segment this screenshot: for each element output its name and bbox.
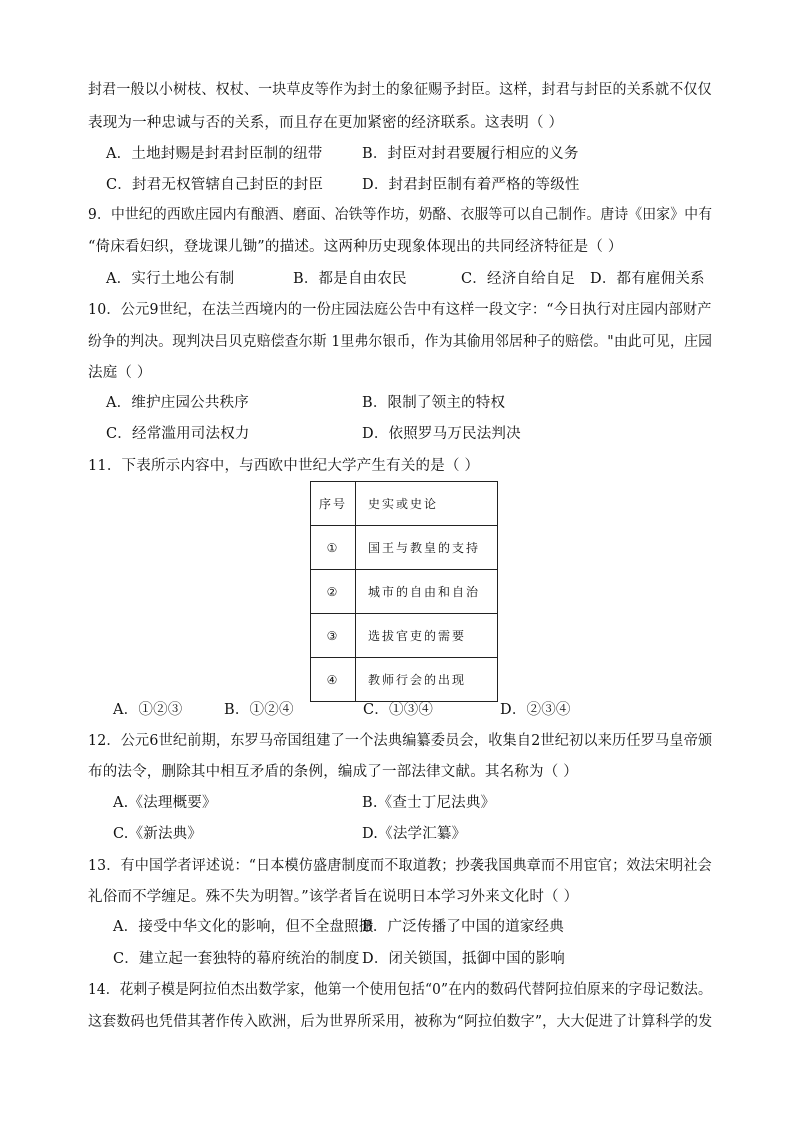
table-row — [311, 614, 498, 658]
q8-option-a: A．土地封赐是封君封臣制的纽带 — [106, 146, 323, 162]
table-row-content: 选拔官吏的需要 — [356, 614, 498, 658]
table-row — [311, 526, 498, 570]
q10-option-d: D．依照罗马万民法判决 — [362, 426, 521, 442]
q10-stem-line-3: 法庭（ ） — [88, 365, 152, 381]
q9-stem-line-1: 9．中世纪的西欧庄园内有酿酒、磨面、冶铁等作坊，奶酪、衣服等可以自己制作。唐诗《田家》中有 — [88, 207, 713, 223]
q13-option-d: D．闭关锁国，抵御中国的影响 — [362, 951, 565, 967]
q12-stem-line-2: 布的法令，删除其中相互矛盾的条例，编成了一部法律文献。其名称为（ ） — [88, 764, 578, 780]
table-row — [311, 658, 498, 702]
table-row-num: ③ — [311, 614, 356, 658]
q12-option-c: C.《新法典》 — [113, 826, 203, 842]
q11-option-d: D．②③④ — [500, 702, 571, 718]
q9-option-c: C．经济自给自足 — [461, 271, 576, 287]
q8-option-c: C．封君无权管辖自己封臣的封臣 — [106, 177, 324, 193]
q8-option-b: B．封臣对封君要履行相应的义务 — [362, 146, 579, 162]
table-header-row — [311, 482, 498, 526]
q13-option-a: A．接受中华文化的影响，但不全盘照搬 — [113, 919, 374, 935]
q10-stem-line-1: 10．公元9世纪，在法兰西境内的一份庄园法庭公告中有这样一段文字：“今日执行对庄园内部财产 — [88, 302, 712, 318]
q13-option-c: C．建立起一套独特的幕府统治的制度 — [113, 951, 360, 967]
table-row-num: ② — [311, 570, 356, 614]
q8-option-d: D．封君封臣制有着严格的等级性 — [362, 177, 580, 193]
table-row-content: 教师行会的出现 — [356, 658, 498, 702]
q8-stem-line-2: 表现为一种忠诚与否的关系，而且存在更加紧密的经济联系。这表明（ ） — [88, 115, 564, 131]
q14-stem-line-2: 这套数码也凭借其著作传入欧洲，后为世界所采用，被称为“阿拉伯数字”，大大促进了计算科学的发 — [88, 1014, 713, 1030]
table-row-content: 城市的自由和自治 — [356, 570, 498, 614]
q10-option-c: C．经常滥用司法权力 — [106, 426, 250, 442]
q9-stem-line-2: “倚床看妇织，登垅课儿锄”的描述。这两种历史现象体现出的共同经济特征是（ ） — [88, 239, 623, 255]
q10-option-a: A．维护庄园公共秩序 — [106, 395, 249, 411]
q10-stem-line-2: 纷争的判决。现判决吕贝克赔偿查尔斯 1里弗尔银币，作为其偷用邻居种子的赔偿。"由此可见，庄园 — [88, 334, 713, 350]
q9-option-d: D．都有雇佣关系 — [590, 271, 705, 287]
q9-option-a: A．实行土地公有制 — [106, 271, 235, 287]
table-row — [311, 570, 498, 614]
q12-option-d: D.《法学汇纂》 — [362, 826, 467, 842]
q8-stem-line-1: 封君一般以小树枝、权杖、一块草皮等作为封土的象征赐予封臣。这样，封君与封臣的关系就不仅仅 — [88, 82, 712, 98]
table-row-num: ① — [311, 526, 356, 570]
table-row-num: ④ — [311, 658, 356, 702]
q12-stem-line-1: 12．公元6世纪前期，东罗马帝国组建了一个法典编纂委员会，收集自2世纪初以来历任罗马皇帝颁 — [88, 733, 713, 749]
q9-option-b: B．都是自由农民 — [293, 271, 407, 287]
q13-stem-line-1: 13．有中国学者评述说：“日本模仿盛唐制度而不取道教；抄袭我国典章而不用宦官；效法宋明社会 — [88, 858, 712, 874]
q13-stem-line-2: 礼俗而不学缠足。殊不失为明智。”该学者旨在说明日本学习外来文化时（ ） — [88, 889, 579, 905]
q11-stem: 11．下表所示内容中，与西欧中世纪大学产生有关的是（ ） — [88, 458, 480, 474]
q14-stem-line-1: 14．花剌子模是阿拉伯杰出数学家，他第一个使用包括“0”在内的数码代替阿拉伯原来的字母记数法。 — [88, 982, 712, 998]
q10-option-b: B．限制了领主的特权 — [362, 395, 506, 411]
q11-option-b: B．①②④ — [224, 702, 294, 718]
q12-option-b: B.《查士丁尼法典》 — [362, 795, 496, 811]
table-row-content: 国王与教皇的支持 — [356, 526, 498, 570]
q11-option-c: C．①③④ — [363, 702, 434, 718]
q12-option-a: A.《法理概要》 — [113, 795, 217, 811]
q11-option-a: A．①②③ — [113, 702, 183, 718]
table-header-content: 史实或史论 — [356, 482, 498, 526]
q13-option-b: B．广泛传播了中国的道家经典 — [362, 919, 564, 935]
q11-table — [310, 481, 498, 702]
table-header-num: 序号 — [311, 482, 356, 526]
